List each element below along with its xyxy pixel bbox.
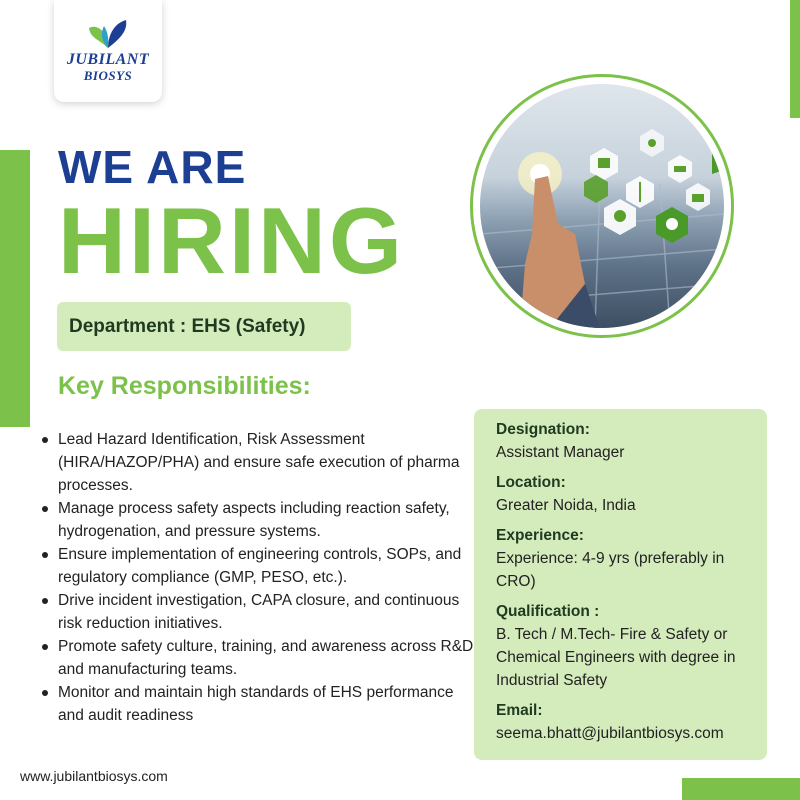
- list-item: Monitor and maintain high standards of EHS performance and audit readiness: [40, 681, 480, 727]
- hero-photo-frame: [470, 74, 734, 338]
- logo-name-line1: JUBILANT: [66, 51, 150, 68]
- location-value: Greater Noida, India: [496, 497, 636, 514]
- decorative-bottom-bar: [682, 778, 800, 800]
- hand-touch-icon: [520, 176, 600, 328]
- decorative-right-bar: [790, 0, 800, 118]
- email-label: Email:: [496, 702, 543, 719]
- list-item: Manage process safety aspects including reaction safety, hydrogenation, and pressure systems.: [40, 497, 480, 543]
- list-item: Ensure implementation of engineering controls, SOPs, and regulatory compliance (GMP, PESO, etc.).: [40, 543, 480, 589]
- butterfly-logo-icon: [86, 18, 130, 52]
- headline-we-are: WE ARE: [58, 141, 247, 193]
- key-responsibilities-title: Key Responsibilities:: [58, 372, 311, 400]
- solar-panels: [480, 184, 724, 328]
- location-label: Location:: [496, 474, 566, 491]
- hero-photo: [480, 84, 724, 328]
- list-item: Drive incident investigation, CAPA closure, and continuous risk reduction initiatives.: [40, 589, 480, 635]
- website-link[interactable]: www.jubilantbiosys.com: [20, 768, 168, 784]
- renewable-energy-hexagon-icons: [584, 129, 724, 243]
- qualification-value: B. Tech / M.Tech- Fire & Safety or Chemical Engineers with degree in Industrial Safety: [496, 626, 736, 689]
- logo-name-line2: BIOSYS: [83, 68, 133, 83]
- list-item: Promote safety culture, training, and awareness across R&D and manufacturing teams.: [40, 635, 480, 681]
- decorative-left-bar: [0, 150, 30, 427]
- designation-label: Designation:: [496, 421, 590, 438]
- experience-value: Experience: 4-9 yrs (preferably in CRO): [496, 550, 725, 590]
- company-logo: [54, 0, 162, 102]
- list-item: Lead Hazard Identification, Risk Assessment (HIRA/HAZOP/PHA) and ensure safe execution of pharma processes.: [40, 428, 480, 497]
- designation-value: Assistant Manager: [496, 444, 625, 461]
- job-details-box: [474, 409, 767, 760]
- qualification-label: Qualification :: [496, 603, 600, 620]
- email-value[interactable]: seema.bhatt@jubilantbiosys.com: [496, 725, 724, 742]
- responsibilities-list: [40, 428, 480, 727]
- experience-label: Experience:: [496, 527, 584, 544]
- headline-hiring: HIRING: [58, 188, 405, 293]
- department-badge: Department : EHS (Safety): [57, 302, 351, 351]
